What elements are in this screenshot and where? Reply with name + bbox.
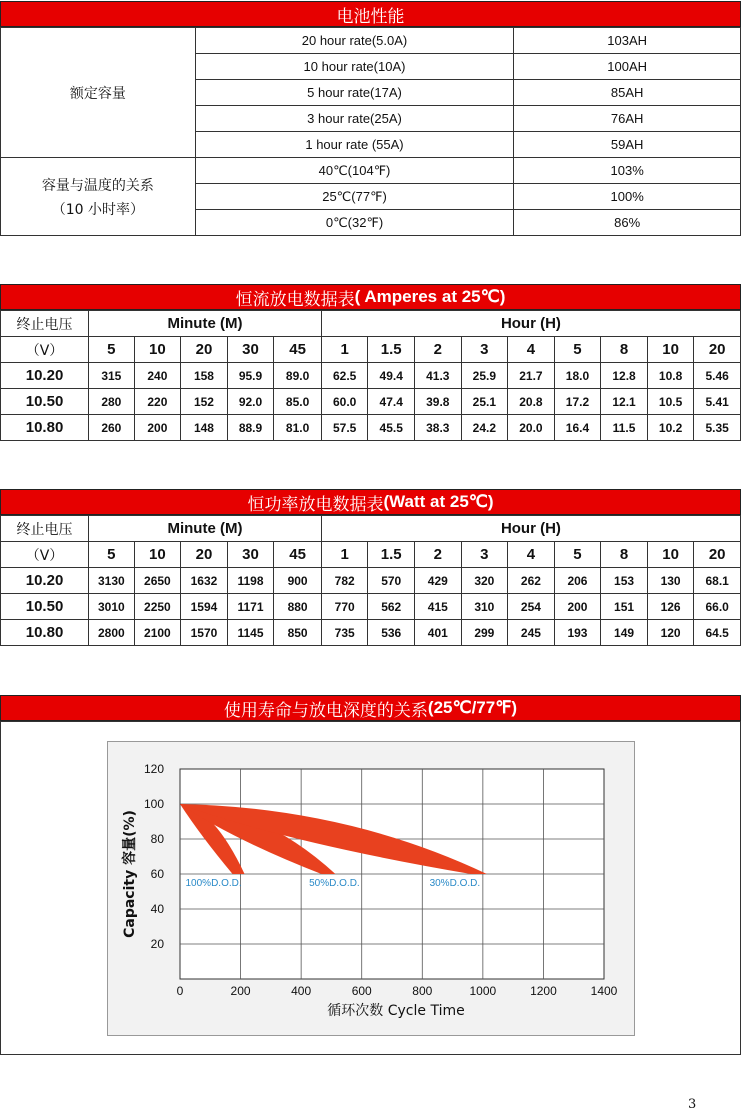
- table-row: [1, 594, 741, 620]
- time-column-header: 4: [508, 542, 555, 568]
- time-column-header: 2: [415, 337, 462, 363]
- value-cell: 120: [647, 620, 694, 646]
- value-cell: 10.8: [647, 363, 694, 389]
- rated-capacity-label: 额定容量: [1, 28, 196, 158]
- time-column-header: 8: [601, 337, 648, 363]
- value-cell: 21.7: [508, 363, 555, 389]
- value-cell: 130: [647, 568, 694, 594]
- value-cell: 1171: [227, 594, 274, 620]
- current-table-title-cn: 恒流放电数据表: [235, 289, 355, 310]
- y-axis-label: Capacity 容量(%): [122, 810, 138, 938]
- value-cell: 770: [321, 594, 368, 620]
- voltage-unit-label: （V）: [1, 542, 89, 568]
- value-cell: 12.8: [601, 363, 648, 389]
- value-cell: 2250: [134, 594, 181, 620]
- value-cell: 2800: [89, 620, 135, 646]
- voltage-cell: 10.20: [1, 363, 89, 389]
- value-cell: 310: [461, 594, 508, 620]
- y-tick-label: 80: [150, 832, 164, 846]
- hour-header: Hour (H): [321, 516, 740, 542]
- rate-cell: 1 hour rate (55A): [195, 132, 514, 158]
- value-cell: 92.0: [227, 389, 274, 415]
- table-row: [1, 568, 741, 594]
- voltage-unit-label: （V）: [1, 337, 89, 363]
- cycle-life-title-en: (25℃/77℉): [427, 698, 518, 717]
- y-tick-label: 40: [150, 902, 164, 916]
- value-cell: 401: [415, 620, 462, 646]
- value-cell: 320: [461, 568, 508, 594]
- x-tick-label: 200: [230, 984, 251, 998]
- value-cell: 3130: [89, 568, 135, 594]
- page-number: 3: [688, 1097, 697, 1112]
- value-cell: 1570: [181, 620, 228, 646]
- value-cell: 1632: [181, 568, 228, 594]
- value-cell: 429: [415, 568, 462, 594]
- time-column-header: 5: [554, 337, 601, 363]
- value-cell: 158: [181, 363, 228, 389]
- value-cell: 2650: [134, 568, 181, 594]
- time-column-header: 1: [321, 337, 368, 363]
- value-cell: 24.2: [461, 415, 508, 441]
- time-column-header: 3: [461, 542, 508, 568]
- temperature-cell: 25℃(77℉): [195, 184, 514, 210]
- value-cell: 57.5: [321, 415, 368, 441]
- value-cell: 220: [134, 389, 181, 415]
- value-cell: 18.0: [554, 363, 601, 389]
- value-cell: 62.5: [321, 363, 368, 389]
- x-tick-label: 0: [176, 984, 184, 998]
- value-cell: 16.4: [554, 415, 601, 441]
- table-row: [1, 363, 741, 389]
- time-column-header: 10: [134, 542, 181, 568]
- table-row: [1, 389, 741, 415]
- value-cell: 85.0: [274, 389, 322, 415]
- time-column-header: 20: [694, 337, 741, 363]
- capacity-percent-cell: 103%: [514, 158, 741, 184]
- rate-cell: 10 hour rate(10A): [195, 54, 514, 80]
- current-table-header: [0, 284, 741, 310]
- value-cell: 536: [368, 620, 415, 646]
- power-table-header: [0, 489, 741, 515]
- time-column-header: 20: [694, 542, 741, 568]
- value-cell: 64.5: [694, 620, 741, 646]
- temperature-label-line2: （10 小时率）: [51, 201, 144, 218]
- time-column-header: 1.5: [368, 542, 415, 568]
- time-column-header: 8: [601, 542, 648, 568]
- value-cell: 17.2: [554, 389, 601, 415]
- value-cell: 41.3: [415, 363, 462, 389]
- time-column-header: 30: [227, 337, 274, 363]
- value-cell: 10.2: [647, 415, 694, 441]
- value-cell: 570: [368, 568, 415, 594]
- time-column-header: 20: [181, 337, 228, 363]
- power-discharge-table: [0, 515, 741, 646]
- value-cell: 68.1: [694, 568, 741, 594]
- x-axis-label: 循环次数 Cycle Time: [327, 1003, 465, 1019]
- capacity-percent-cell: 86%: [514, 210, 741, 236]
- x-tick-label: 400: [291, 984, 312, 998]
- value-cell: 10.5: [647, 389, 694, 415]
- time-column-header: 1: [321, 542, 368, 568]
- value-cell: 254: [508, 594, 555, 620]
- battery-performance-header: [0, 1, 741, 27]
- value-cell: 850: [274, 620, 322, 646]
- value-cell: 95.9: [227, 363, 274, 389]
- time-column-header: 5: [89, 337, 135, 363]
- table-row: [1, 415, 741, 441]
- y-tick-label: 60: [150, 867, 164, 881]
- time-column-header: 30: [227, 542, 274, 568]
- capacity-cell: 76AH: [514, 106, 741, 132]
- value-cell: 262: [508, 568, 555, 594]
- capacity-cell: 59AH: [514, 132, 741, 158]
- voltage-cell: 10.50: [1, 389, 89, 415]
- power-table-title-cn: 恒功率放电数据表: [247, 494, 384, 515]
- value-cell: 900: [274, 568, 322, 594]
- voltage-cell: 10.50: [1, 594, 89, 620]
- time-column-header: 45: [274, 337, 322, 363]
- battery-performance-title: 电池性能: [336, 6, 405, 27]
- cycle-life-title-cn: 使用寿命与放电深度的关系: [223, 700, 428, 721]
- power-table-title-en: (Watt at 25℃): [383, 492, 494, 511]
- time-column-header: 1.5: [368, 337, 415, 363]
- value-cell: 200: [554, 594, 601, 620]
- time-column-header: 10: [134, 337, 181, 363]
- value-cell: 260: [89, 415, 135, 441]
- value-cell: 38.3: [415, 415, 462, 441]
- value-cell: 206: [554, 568, 601, 594]
- value-cell: 25.9: [461, 363, 508, 389]
- capacity-cell: 85AH: [514, 80, 741, 106]
- y-tick-label: 100: [143, 797, 164, 811]
- rate-cell: 3 hour rate(25A): [195, 106, 514, 132]
- x-tick-label: 1000: [469, 984, 497, 998]
- value-cell: 782: [321, 568, 368, 594]
- y-tick-label: 120: [143, 762, 164, 776]
- value-cell: 5.46: [694, 363, 741, 389]
- voltage-cell: 10.20: [1, 568, 89, 594]
- value-cell: 88.9: [227, 415, 274, 441]
- x-tick-label: 800: [412, 984, 433, 998]
- dod-label: 100%D.O.D.: [185, 878, 242, 889]
- voltage-cell: 10.80: [1, 415, 89, 441]
- time-column-header: 5: [554, 542, 601, 568]
- value-cell: 1198: [227, 568, 274, 594]
- value-cell: 562: [368, 594, 415, 620]
- value-cell: 126: [647, 594, 694, 620]
- value-cell: 2100: [134, 620, 181, 646]
- cycle-life-chart: [107, 741, 635, 1036]
- value-cell: 152: [181, 389, 228, 415]
- minute-header: Minute (M): [89, 311, 322, 337]
- rate-cell: 20 hour rate(5.0A): [195, 28, 514, 54]
- value-cell: 20.8: [508, 389, 555, 415]
- value-cell: 240: [134, 363, 181, 389]
- hour-header: Hour (H): [321, 311, 740, 337]
- time-column-header: 4: [508, 337, 555, 363]
- value-cell: 193: [554, 620, 601, 646]
- current-table-title-en: ( Amperes at 25℃): [354, 287, 506, 306]
- capacity-cell: 103AH: [514, 28, 741, 54]
- cycle-life-header: [0, 695, 741, 721]
- voltage-cell: 10.80: [1, 620, 89, 646]
- battery-performance-table: [0, 27, 741, 236]
- time-column-header: 10: [647, 542, 694, 568]
- time-column-header: 3: [461, 337, 508, 363]
- value-cell: 299: [461, 620, 508, 646]
- value-cell: 11.5: [601, 415, 648, 441]
- value-cell: 49.4: [368, 363, 415, 389]
- temperature-cell: 0℃(32℉): [195, 210, 514, 236]
- time-column-header: 2: [415, 542, 462, 568]
- value-cell: 20.0: [508, 415, 555, 441]
- dod-label: 50%D.O.D.: [309, 878, 360, 889]
- capacity-cell: 100AH: [514, 54, 741, 80]
- x-tick-label: 1200: [530, 984, 557, 998]
- value-cell: 149: [601, 620, 648, 646]
- temperature-cell: 40℃(104℉): [195, 158, 514, 184]
- table-row: [1, 620, 741, 646]
- value-cell: 200: [134, 415, 181, 441]
- time-column-header: 20: [181, 542, 228, 568]
- value-cell: 25.1: [461, 389, 508, 415]
- time-column-header: 10: [647, 337, 694, 363]
- y-tick-label: 20: [150, 937, 164, 951]
- value-cell: 735: [321, 620, 368, 646]
- value-cell: 245: [508, 620, 555, 646]
- value-cell: 3010: [89, 594, 135, 620]
- value-cell: 280: [89, 389, 135, 415]
- capacity-percent-cell: 100%: [514, 184, 741, 210]
- value-cell: 47.4: [368, 389, 415, 415]
- value-cell: 1145: [227, 620, 274, 646]
- value-cell: 5.35: [694, 415, 741, 441]
- minute-header: Minute (M): [89, 516, 322, 542]
- value-cell: 1594: [181, 594, 228, 620]
- end-voltage-label: 终止电压: [1, 516, 89, 542]
- x-tick-label: 1400: [590, 984, 618, 998]
- end-voltage-label: 终止电压: [1, 311, 89, 337]
- value-cell: 39.8: [415, 389, 462, 415]
- value-cell: 148: [181, 415, 228, 441]
- value-cell: 45.5: [368, 415, 415, 441]
- value-cell: 66.0: [694, 594, 741, 620]
- rate-cell: 5 hour rate(17A): [195, 80, 514, 106]
- dod-label: 30%D.O.D.: [429, 878, 481, 889]
- value-cell: 880: [274, 594, 322, 620]
- temperature-relation-label: [1, 158, 196, 236]
- value-cell: 315: [89, 363, 135, 389]
- value-cell: 81.0: [274, 415, 322, 441]
- value-cell: 153: [601, 568, 648, 594]
- value-cell: 151: [601, 594, 648, 620]
- time-column-header: 5: [89, 542, 135, 568]
- temperature-label-line1: 容量与温度的关系: [41, 177, 154, 194]
- value-cell: 415: [415, 594, 462, 620]
- x-tick-label: 600: [351, 984, 372, 998]
- value-cell: 5.41: [694, 389, 741, 415]
- value-cell: 60.0: [321, 389, 368, 415]
- time-column-header: 45: [274, 542, 322, 568]
- current-discharge-table: [0, 310, 741, 441]
- value-cell: 12.1: [601, 389, 648, 415]
- value-cell: 89.0: [274, 363, 322, 389]
